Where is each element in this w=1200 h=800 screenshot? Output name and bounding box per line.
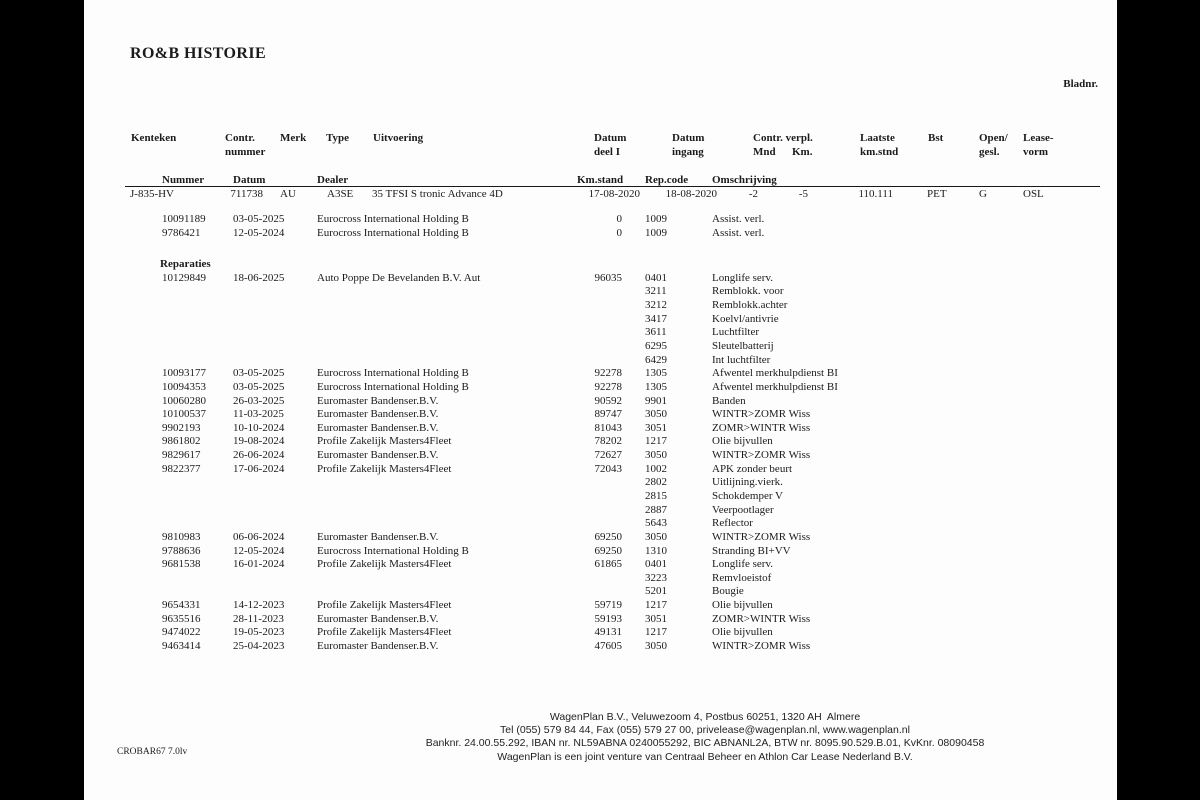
cell-datum: 19-05-2023 bbox=[233, 626, 285, 639]
table-row bbox=[84, 504, 1117, 517]
cell-code: 1310 bbox=[645, 544, 667, 557]
col-header-uitvoering: Uitvoering bbox=[373, 132, 424, 144]
cell-code: 1009 bbox=[645, 227, 667, 239]
contract-datum-ingang: 18-08-2020 bbox=[665, 188, 717, 200]
col-header-kmstnd: km.stnd bbox=[860, 146, 899, 158]
table-row bbox=[84, 422, 1117, 435]
table-row bbox=[84, 326, 1117, 339]
cell-datum: 16-01-2024 bbox=[233, 558, 285, 571]
col-header-kenteken: Kenteken bbox=[131, 132, 177, 144]
contract-open-gesl: G bbox=[979, 188, 987, 200]
table-row bbox=[84, 613, 1117, 626]
cell-nummer: 9463414 bbox=[162, 640, 201, 652]
cell-dealer: Euromaster Bandenser.B.V. bbox=[317, 612, 439, 625]
table-row bbox=[84, 381, 1117, 394]
contract-uitvoering: 35 TFSI S tronic Advance 4D bbox=[372, 188, 503, 200]
table-row bbox=[84, 395, 1117, 408]
header-rule bbox=[125, 186, 1100, 187]
cell-oms: APK zonder beurt bbox=[712, 462, 793, 475]
cell-code: 3050 bbox=[645, 449, 667, 461]
col-header-bst: Bst bbox=[928, 132, 944, 144]
cell-nummer: 10100537 bbox=[162, 408, 206, 421]
cell-oms: Luchtfilter bbox=[712, 326, 760, 339]
cell-km: 72627 bbox=[594, 449, 622, 461]
cell-km: 89747 bbox=[594, 408, 622, 421]
cell-km: 0 bbox=[616, 213, 622, 226]
cell-nummer: 9654331 bbox=[162, 599, 201, 612]
cell-km: 69250 bbox=[594, 530, 622, 543]
table-row bbox=[84, 626, 1117, 639]
cell-oms: Assist. verl. bbox=[712, 213, 765, 226]
cell-code: 3417 bbox=[645, 312, 667, 325]
cell-code: 3050 bbox=[645, 408, 667, 421]
cell-dealer: Euromaster Bandenser.B.V. bbox=[317, 394, 439, 407]
footer-contact-line: Tel (055) 579 84 44, Fax (055) 579 27 00, privelease@wagenplan.nl, www.wagenplan.nl bbox=[500, 724, 910, 737]
col-header-contr: Contr. bbox=[225, 132, 255, 144]
col-header-open: Open/ bbox=[979, 132, 1008, 144]
table-row bbox=[84, 490, 1117, 503]
cell-code: 3050 bbox=[645, 530, 667, 543]
cell-nummer: 9786421 bbox=[162, 227, 201, 239]
cell-oms: Olie bijvullen bbox=[712, 626, 773, 639]
cell-nummer: 9474022 bbox=[162, 626, 201, 639]
cell-datum: 26-06-2024 bbox=[233, 449, 285, 461]
cell-oms: Bougie bbox=[712, 585, 744, 598]
section-heading-row bbox=[84, 258, 1117, 271]
contract-merk: AU bbox=[280, 188, 296, 200]
cell-km: 0 bbox=[616, 227, 622, 239]
col-header-laatste: Laatste bbox=[860, 132, 895, 144]
cell-datum: 03-05-2025 bbox=[233, 380, 285, 393]
cell-km: 47605 bbox=[594, 640, 622, 652]
cell-datum: 26-03-2025 bbox=[233, 394, 285, 407]
subheader-repcode: Rep.code bbox=[645, 174, 689, 186]
cell-oms: WINTR>ZOMR Wiss bbox=[712, 530, 811, 543]
section-heading: Reparaties bbox=[160, 258, 211, 271]
cell-nummer: 9810983 bbox=[162, 530, 201, 543]
cell-km: 92278 bbox=[594, 380, 622, 393]
cell-oms: Remblokk.achter bbox=[712, 299, 788, 311]
cell-nummer: 10060280 bbox=[162, 394, 206, 407]
cell-dealer: Euromaster Bandenser.B.V. bbox=[317, 408, 439, 421]
cell-oms: Olie bijvullen bbox=[712, 435, 773, 448]
cell-nummer: 9635516 bbox=[162, 612, 201, 625]
contract-laatste-kmstand: 110.111 bbox=[858, 188, 893, 200]
cell-oms: Sleutelbatterij bbox=[712, 339, 774, 352]
cell-oms: Stranding BI+VV bbox=[712, 544, 791, 557]
cell-nummer: 9829617 bbox=[162, 449, 201, 461]
cell-dealer: Profile Zakelijk Masters4Fleet bbox=[317, 462, 452, 475]
cell-code: 6429 bbox=[645, 353, 667, 366]
cell-code: 2802 bbox=[645, 476, 667, 489]
subheader-kmstand: Km.stand bbox=[577, 174, 624, 186]
cell-code: 3051 bbox=[645, 612, 667, 625]
cell-km: 69250 bbox=[594, 544, 622, 557]
cell-code: 0401 bbox=[645, 558, 667, 571]
cell-code: 1217 bbox=[645, 599, 667, 612]
cell-code: 3211 bbox=[645, 285, 667, 298]
col-header-km: Km. bbox=[792, 146, 813, 158]
cell-datum: 19-08-2024 bbox=[233, 435, 285, 448]
cell-km: 59719 bbox=[594, 599, 622, 612]
table-row bbox=[84, 558, 1117, 571]
table-row bbox=[84, 449, 1117, 462]
cell-oms: Veerpootlager bbox=[712, 503, 774, 516]
cell-dealer: Euromaster Bandenser.B.V. bbox=[317, 640, 439, 652]
subheader-dealer: Dealer bbox=[317, 174, 349, 186]
cell-km: 59193 bbox=[594, 612, 622, 625]
col-header-datum-deel1-a: Datum bbox=[594, 132, 627, 144]
cell-oms: Reflector bbox=[712, 517, 753, 530]
subheader-datum: Datum bbox=[233, 174, 266, 186]
table-row bbox=[84, 313, 1117, 326]
cell-code: 1305 bbox=[645, 380, 667, 393]
cell-oms: WINTR>ZOMR Wiss bbox=[712, 640, 811, 652]
col-header-mnd: Mnd bbox=[753, 146, 776, 158]
cell-code: 2887 bbox=[645, 503, 667, 516]
contract-verpl-mnd: -2 bbox=[748, 188, 758, 200]
table-row bbox=[84, 463, 1117, 476]
footer-address-line: WagenPlan B.V., Veluwezoom 4, Postbus 60251, 1320 AH Almere bbox=[549, 711, 861, 723]
table-row bbox=[84, 599, 1117, 612]
program-version: CROBAR67 7.0lv bbox=[117, 747, 188, 757]
cell-code: 1009 bbox=[645, 213, 667, 226]
cell-code: 3223 bbox=[645, 571, 667, 584]
table-row bbox=[84, 435, 1117, 448]
cell-datum: 17-06-2024 bbox=[233, 462, 285, 475]
cell-km: 49131 bbox=[594, 626, 622, 639]
subheader-nummer: Nummer bbox=[162, 174, 205, 186]
cell-code: 0401 bbox=[645, 271, 667, 284]
col-header-merk: Merk bbox=[280, 132, 307, 144]
cell-nummer: 9788636 bbox=[162, 544, 201, 557]
cell-oms: WINTR>ZOMR Wiss bbox=[712, 408, 811, 421]
cell-datum: 11-03-2025 bbox=[233, 408, 284, 421]
table-row bbox=[84, 299, 1117, 312]
cell-oms: Afwentel merkhulpdienst BI bbox=[712, 367, 838, 380]
cell-oms: Koelvl/antivrie bbox=[712, 312, 779, 325]
table-row bbox=[84, 545, 1117, 558]
cell-oms: Banden bbox=[712, 394, 746, 407]
table-row bbox=[84, 531, 1117, 544]
cell-dealer: Profile Zakelijk Masters4Fleet bbox=[317, 599, 452, 612]
cell-oms: Longlife serv. bbox=[712, 271, 773, 284]
table-row bbox=[84, 354, 1117, 367]
cell-code: 3212 bbox=[645, 299, 667, 311]
cell-dealer: Eurocross International Holding B bbox=[317, 380, 469, 393]
cell-datum: 10-10-2024 bbox=[233, 421, 285, 434]
cell-datum: 25-04-2023 bbox=[233, 640, 285, 652]
table-row bbox=[84, 585, 1117, 598]
cell-datum: 12-05-2024 bbox=[233, 227, 285, 239]
cell-dealer: Auto Poppe De Bevelanden B.V. Aut bbox=[317, 271, 481, 284]
cell-code: 1217 bbox=[645, 626, 667, 639]
col-header-lease: Lease- bbox=[1023, 132, 1054, 144]
table-row bbox=[84, 640, 1117, 653]
footer-venture-line: WagenPlan is een joint venture van Centraal Beheer en Athlon Car Lease Nederland B.V. bbox=[497, 750, 913, 763]
table-row bbox=[84, 572, 1117, 585]
contract-type: A3SE bbox=[327, 188, 354, 200]
contract-datum-deel1: 17-08-2020 bbox=[588, 188, 640, 200]
cell-oms: Afwentel merkhulpdienst BI bbox=[712, 380, 838, 393]
cell-km: 72043 bbox=[594, 462, 622, 475]
cell-dealer: Profile Zakelijk Masters4Fleet bbox=[317, 435, 452, 448]
table-row bbox=[84, 408, 1117, 421]
col-header-type: Type bbox=[326, 132, 350, 144]
contract-kenteken: J-835-HV bbox=[130, 188, 174, 200]
cell-code: 1305 bbox=[645, 367, 667, 380]
cell-km: 90592 bbox=[594, 394, 622, 407]
cell-nummer: 9902193 bbox=[162, 421, 201, 434]
cell-code: 3050 bbox=[645, 640, 667, 652]
cell-nummer: 10091189 bbox=[162, 213, 206, 226]
col-header-datum-deel1-b: deel I bbox=[594, 146, 620, 158]
cell-dealer: Eurocross International Holding B bbox=[317, 213, 469, 226]
cell-code: 2815 bbox=[645, 490, 667, 502]
col-header-vorm: vorm bbox=[1023, 146, 1049, 158]
cell-code: 5643 bbox=[645, 517, 667, 530]
cell-code: 9901 bbox=[645, 394, 667, 407]
cell-code: 1217 bbox=[645, 435, 667, 448]
cell-dealer: Eurocross International Holding B bbox=[317, 367, 469, 380]
cell-nummer: 10129849 bbox=[162, 271, 206, 284]
cell-oms: Uitlijning.vierk. bbox=[712, 476, 783, 489]
col-header-contr-verpl: Contr. verpl. bbox=[753, 132, 813, 144]
cell-oms: ZOMR>WINTR Wiss bbox=[712, 421, 811, 434]
cell-oms: WINTR>ZOMR Wiss bbox=[712, 449, 811, 461]
table-row bbox=[84, 367, 1117, 380]
cell-oms: Int luchtfilter bbox=[712, 353, 771, 366]
contract-nummer: 711738 bbox=[230, 188, 263, 200]
cell-nummer: 9861802 bbox=[162, 435, 201, 448]
cell-datum: 18-06-2025 bbox=[233, 271, 285, 284]
cell-dealer: Euromaster Bandenser.B.V. bbox=[317, 530, 439, 543]
contract-verpl-km: -5 bbox=[798, 188, 808, 200]
table-row bbox=[84, 476, 1117, 489]
cell-datum: 03-05-2025 bbox=[233, 213, 285, 226]
cell-nummer: 9822377 bbox=[162, 462, 201, 475]
cell-datum: 14-12-2023 bbox=[233, 599, 285, 612]
cell-oms: Assist. verl. bbox=[712, 227, 765, 239]
table-row bbox=[84, 272, 1117, 285]
cell-oms: Schokdemper V bbox=[712, 490, 783, 502]
bladnr-label: Bladnr. bbox=[1063, 78, 1098, 90]
table-row bbox=[84, 517, 1117, 530]
cell-datum: 03-05-2025 bbox=[233, 367, 285, 380]
col-header-datum-ingang-a: Datum bbox=[672, 132, 705, 144]
report-page bbox=[84, 0, 1117, 800]
col-header-gesl: gesl. bbox=[979, 146, 1000, 158]
cell-km: 61865 bbox=[594, 558, 622, 571]
table-row bbox=[84, 213, 1117, 226]
cell-km: 96035 bbox=[594, 271, 622, 284]
cell-code: 6295 bbox=[645, 339, 667, 352]
cell-code: 5201 bbox=[645, 585, 667, 598]
cell-code: 1002 bbox=[645, 462, 667, 475]
page-title: RO&B HISTORIE bbox=[130, 45, 267, 62]
table-row bbox=[84, 227, 1117, 240]
cell-dealer: Euromaster Bandenser.B.V. bbox=[317, 449, 439, 461]
cell-oms: Longlife serv. bbox=[712, 558, 773, 571]
cell-dealer: Profile Zakelijk Masters4Fleet bbox=[317, 558, 452, 571]
cell-dealer: Profile Zakelijk Masters4Fleet bbox=[317, 626, 452, 639]
contract-leasevorm: OSL bbox=[1023, 188, 1044, 200]
cell-dealer: Eurocross International Holding B bbox=[317, 227, 469, 239]
cell-km: 92278 bbox=[594, 367, 622, 380]
cell-dealer: Euromaster Bandenser.B.V. bbox=[317, 421, 439, 434]
cell-nummer: 10093177 bbox=[162, 367, 206, 380]
cell-nummer: 10094353 bbox=[162, 380, 206, 393]
footer-bank-line: Banknr. 24.00.55.292, IBAN nr. NL59ABNA 0240055292, BIC ABNANL2A, BTW nr. 8095.90.529.B.01, KvKnr. 08090458 bbox=[425, 737, 985, 750]
col-header-datum-ingang-b: ingang bbox=[672, 146, 704, 158]
cell-datum: 28-11-2023 bbox=[233, 612, 284, 625]
footer bbox=[293, 711, 1117, 764]
cell-km: 78202 bbox=[594, 435, 622, 448]
cell-dealer: Eurocross International Holding B bbox=[317, 544, 469, 557]
cell-oms: Remblokk. voor bbox=[712, 285, 784, 298]
table-row bbox=[84, 340, 1117, 353]
col-header-contr-nummer: nummer bbox=[225, 146, 266, 158]
contract-bst: PET bbox=[927, 188, 947, 200]
cell-nummer: 9681538 bbox=[162, 558, 201, 571]
table-row bbox=[84, 285, 1117, 298]
cell-code: 3051 bbox=[645, 421, 667, 434]
cell-code: 3611 bbox=[645, 326, 667, 339]
cell-oms: Olie bijvullen bbox=[712, 599, 773, 612]
subheader-omschrijving: Omschrijving bbox=[712, 174, 777, 186]
cell-datum: 06-06-2024 bbox=[233, 530, 285, 543]
cell-datum: 12-05-2024 bbox=[233, 544, 285, 557]
cell-oms: ZOMR>WINTR Wiss bbox=[712, 612, 811, 625]
cell-oms: Remvloeistof bbox=[712, 571, 772, 584]
cell-km: 81043 bbox=[594, 421, 622, 434]
